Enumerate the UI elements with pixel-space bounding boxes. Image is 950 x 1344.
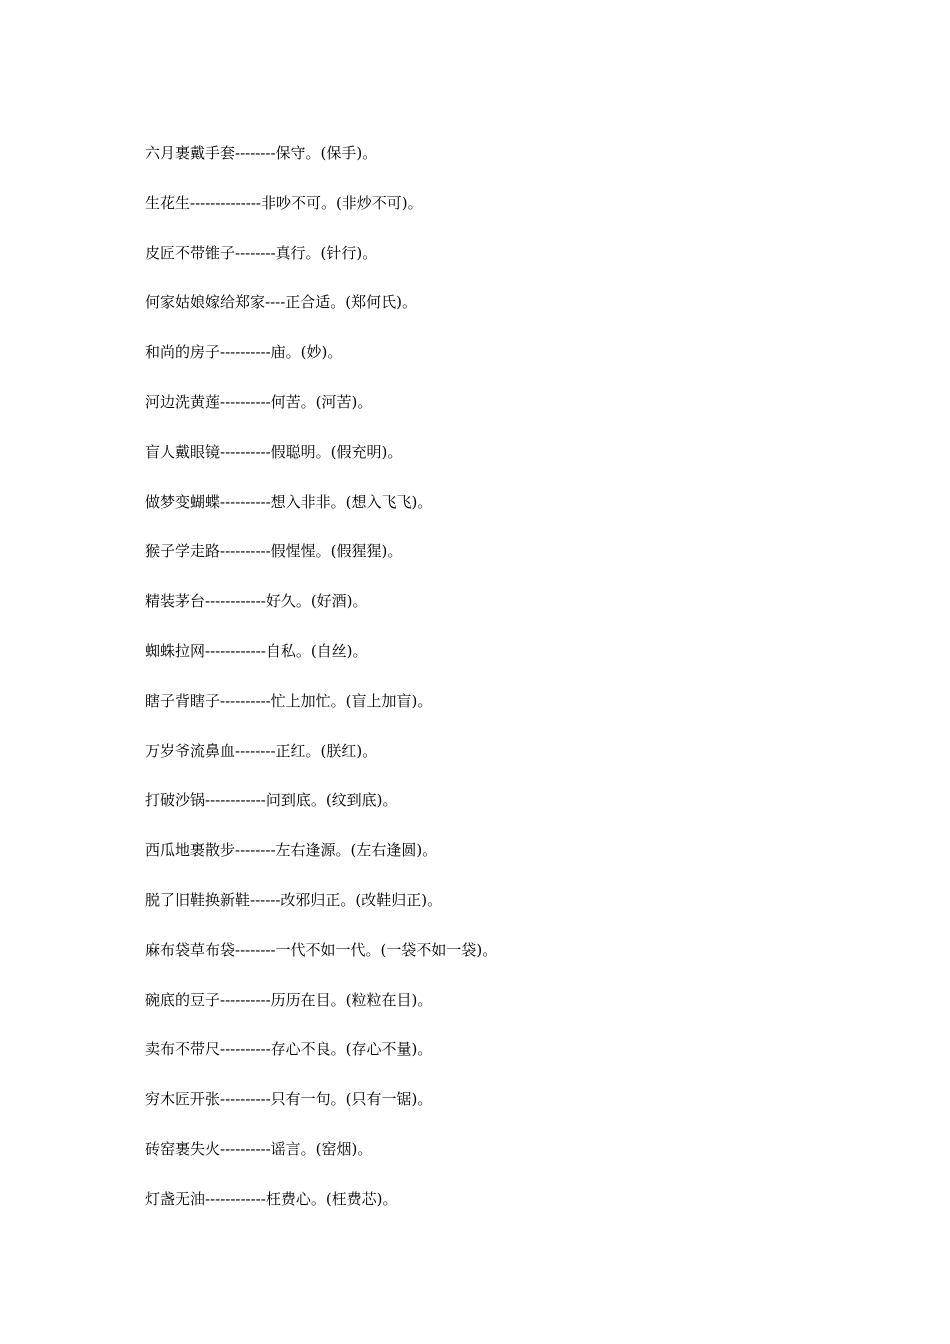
- riddle-line: 脱了旧鞋换新鞋------改邪归正。(改鞋归正)。: [145, 890, 443, 909]
- riddle-line: 打破沙锅------------问到底。(纹到底)。: [145, 791, 398, 810]
- riddle-line: 穷木匠开张----------只有一句。(只有一锯)。: [145, 1090, 433, 1109]
- riddle-line: 西瓜地裹散步--------左右逢源。(左右逢圆)。: [145, 841, 438, 860]
- riddle-line: 猴子学走路----------假惺惺。(假猩猩)。: [145, 542, 403, 561]
- riddle-line: 河边洗黄莲----------何苦。(河苦)。: [145, 392, 373, 411]
- riddle-line: 瞎子背瞎子----------忙上加忙。(盲上加盲)。: [145, 691, 433, 710]
- riddle-line: 精装茅台------------好久。(好酒)。: [145, 592, 368, 611]
- riddle-list: [145, 141, 905, 1237]
- riddle-line: 蜘蛛拉网------------自私。(自丝)。: [145, 641, 368, 660]
- riddle-line: 灯盏无油------------枉费心。(枉费芯)。: [145, 1189, 398, 1208]
- riddle-line: 六月裹戴手套--------保守。(保手)。: [145, 144, 378, 162]
- riddle-line: 做梦变蝴蝶----------想入非非。(想入飞飞)。: [145, 492, 433, 511]
- riddle-line: 盲人戴眼镜----------假聪明。(假充明)。: [145, 442, 403, 461]
- riddle-line: 何家姑娘嫁给郑家----正合适。(郑何氏)。: [145, 293, 417, 312]
- riddle-line: 皮匠不带锥子--------真行。(针行)。: [145, 243, 378, 262]
- riddle-line: 万岁爷流鼻血--------正红。(朕红)。: [145, 741, 378, 760]
- riddle-line: 砖窑裹失火----------谣言。(窑烟)。: [145, 1139, 373, 1158]
- riddle-line: 卖布不带尺----------存心不良。(存心不量)。: [145, 1040, 433, 1059]
- riddle-line: 碗底的豆子----------历历在目。(粒粒在目)。: [145, 990, 433, 1009]
- riddle-line: 麻布袋草布袋--------一代不如一代。(一袋不如一袋)。: [145, 940, 498, 959]
- riddle-line: 生花生--------------非吵不可。(非炒不可)。: [145, 193, 423, 212]
- riddle-line: 和尚的房子----------庙。(妙)。: [145, 343, 343, 362]
